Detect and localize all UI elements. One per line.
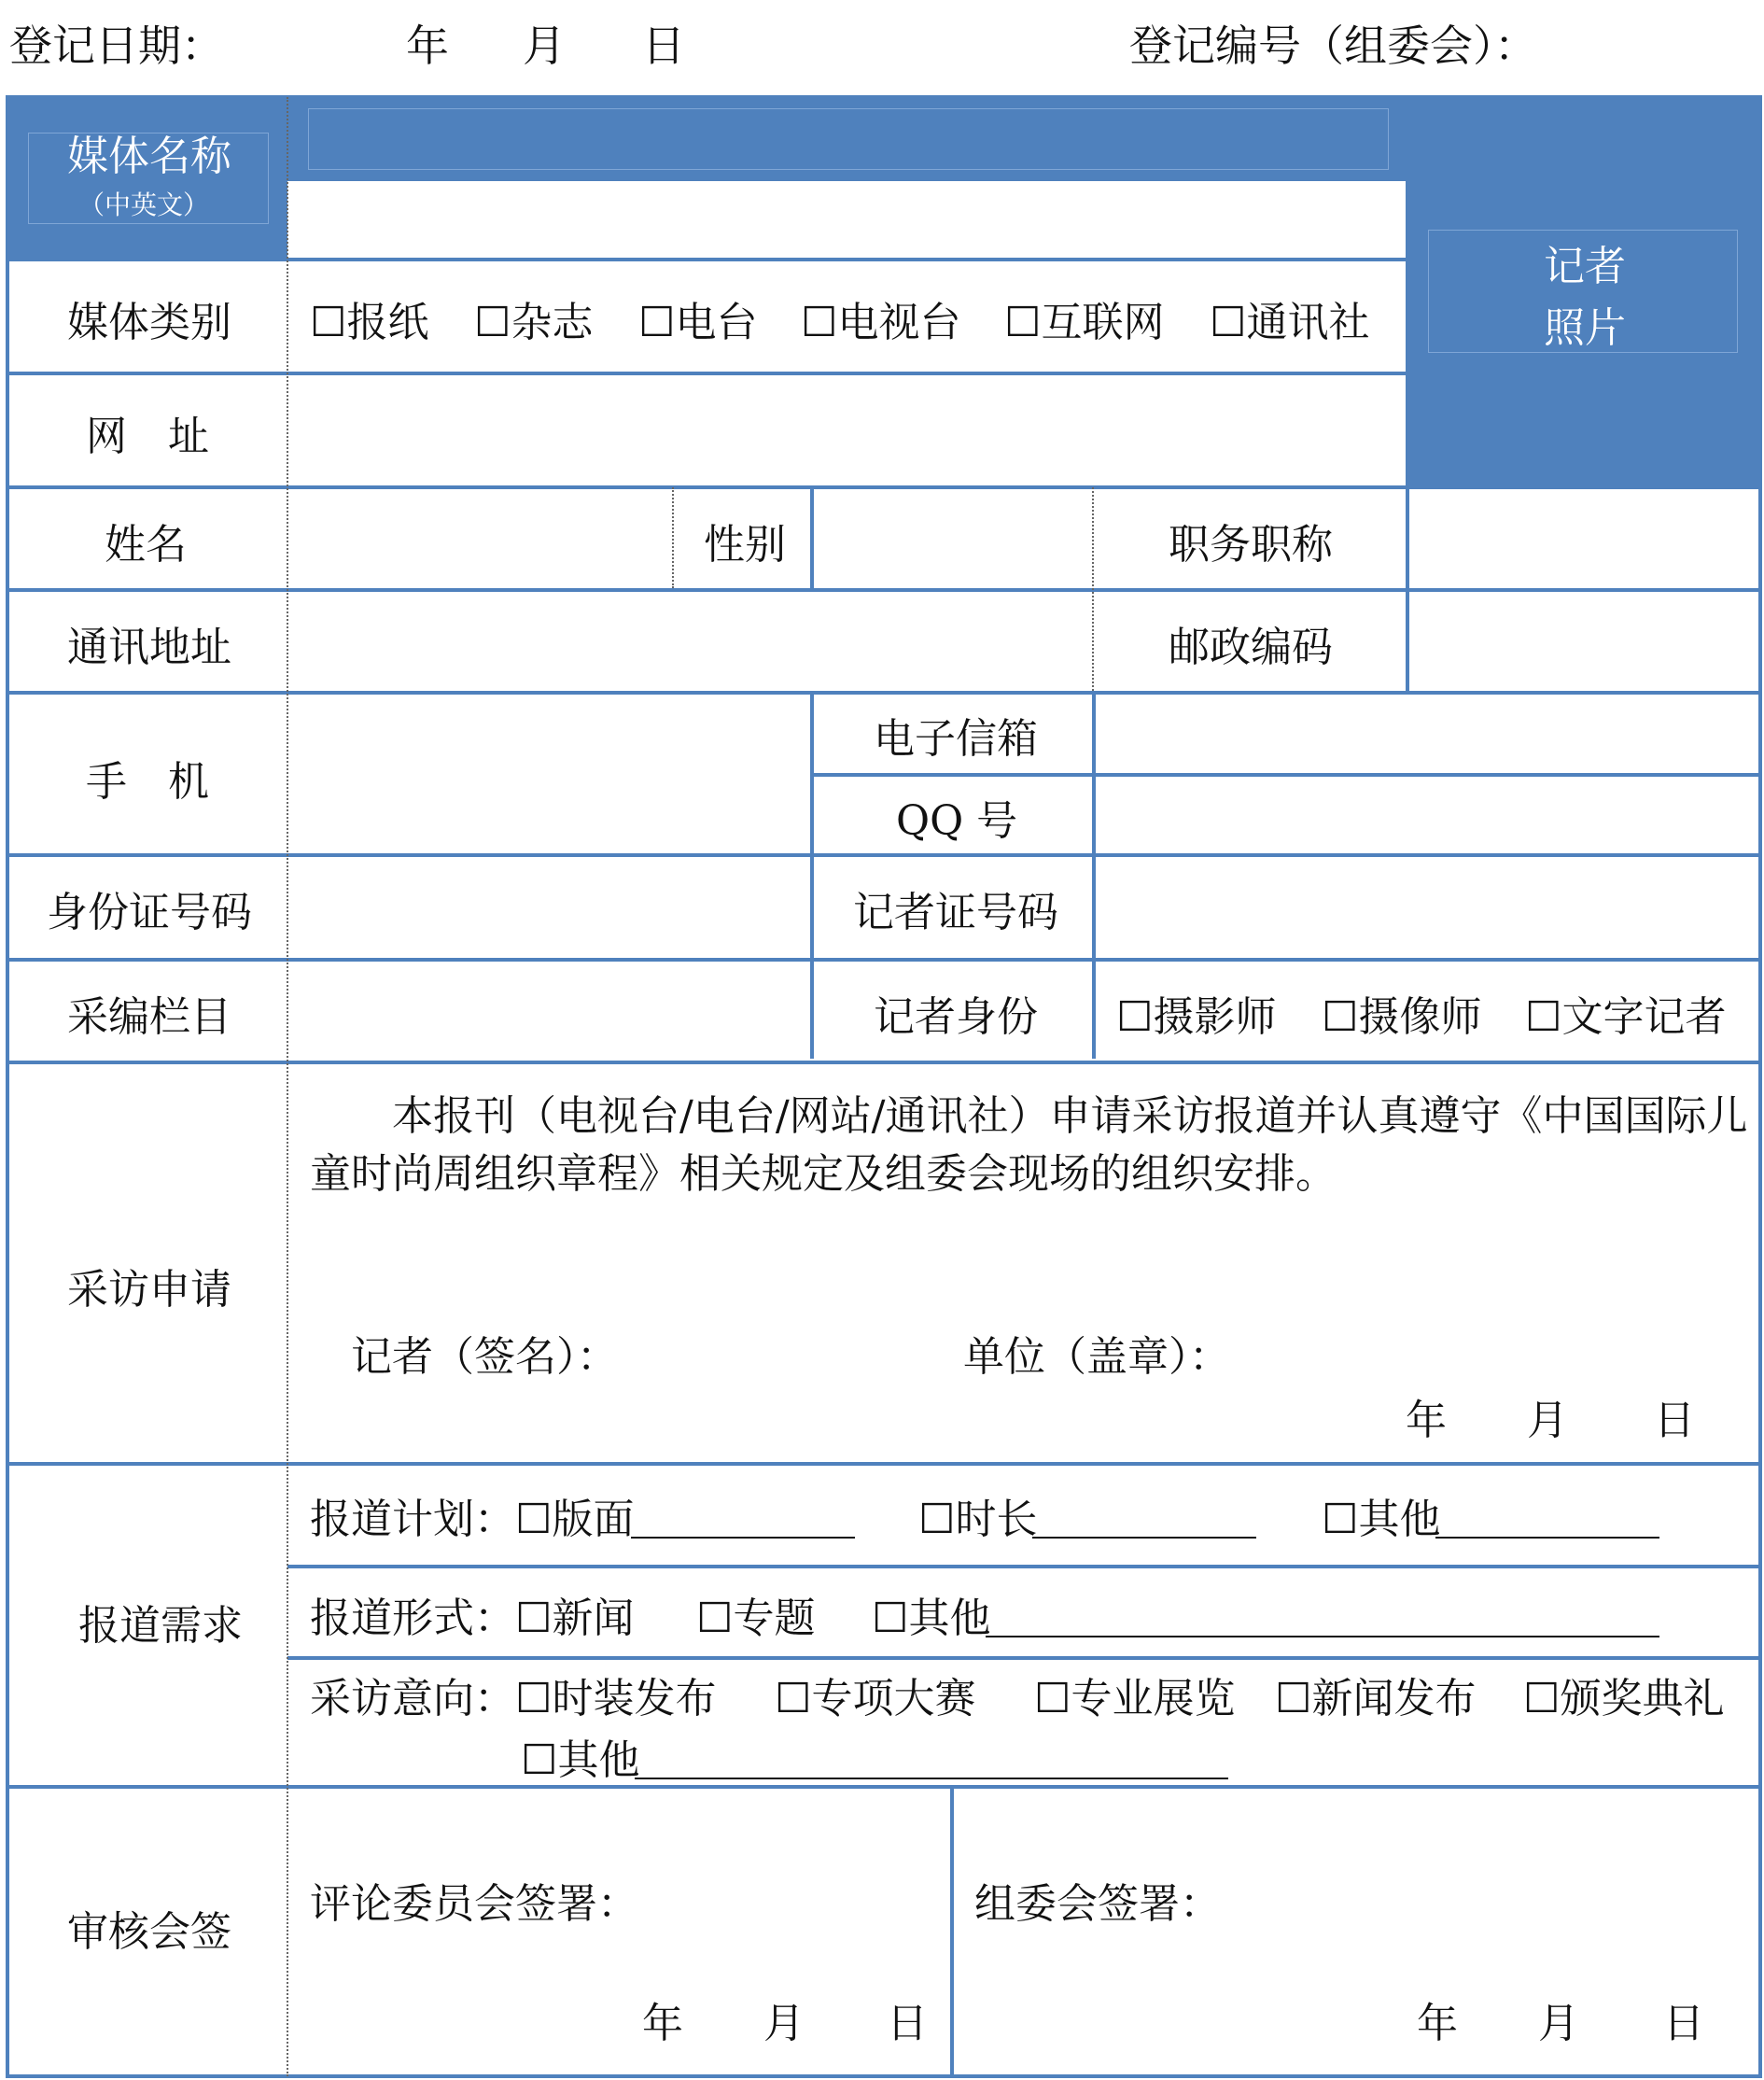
application-label: 采访申请 xyxy=(67,1266,231,1314)
review-label: 审核会签 xyxy=(67,1908,231,1956)
gender-label: 性别 xyxy=(704,521,786,569)
review-year-2: 年 xyxy=(1417,2000,1458,2047)
plan-other[interactable]: ☐其他 xyxy=(1322,1496,1441,1543)
sign-unit: 单位（盖章）： xyxy=(963,1333,1230,1381)
form-label: 报道形式： xyxy=(310,1595,515,1642)
review-year-1: 年 xyxy=(642,2000,683,2047)
intent-award[interactable]: ☐颁奖典礼 xyxy=(1523,1675,1725,1722)
photo-label-1: 记者 xyxy=(1544,243,1626,290)
form-news[interactable]: ☐新闻 xyxy=(515,1595,635,1642)
intent-other-blank[interactable] xyxy=(635,1750,1228,1779)
plan-layout-blank[interactable] xyxy=(631,1509,855,1539)
header-month: 月 xyxy=(523,21,566,71)
form-feature[interactable]: ☐专题 xyxy=(696,1595,816,1642)
media-name-label: 媒体名称 xyxy=(67,133,231,180)
press-card-label: 记者证号码 xyxy=(853,889,1058,936)
website-label: 网 址 xyxy=(86,413,209,460)
role-photographer[interactable]: ☐摄影师 xyxy=(1116,993,1277,1041)
application-text-2: 童时尚周组织章程》相关规定及组委会现场的组织安排。 xyxy=(310,1150,1337,1198)
application-month: 月 xyxy=(1527,1397,1568,1444)
review-org: 组委会签署： xyxy=(974,1880,1221,1928)
intent-exhibition[interactable]: ☐专业展览 xyxy=(1034,1675,1236,1722)
header-year: 年 xyxy=(406,21,449,71)
media-name-inner-top xyxy=(308,108,1389,170)
column-label: 采编栏目 xyxy=(67,993,231,1041)
plan-layout[interactable]: ☐版面 xyxy=(515,1496,635,1543)
id-no-label: 身份证号码 xyxy=(47,889,252,936)
name-label: 姓名 xyxy=(105,521,187,569)
media-type-tv[interactable]: ☐电视台 xyxy=(801,299,961,346)
review-day-2: 日 xyxy=(1663,2000,1704,2047)
intent-contest[interactable]: ☐专项大赛 xyxy=(775,1675,976,1722)
review-month-2: 月 xyxy=(1538,2000,1579,2047)
media-type-radio[interactable]: ☐电台 xyxy=(638,299,758,346)
media-type-label: 媒体类别 xyxy=(67,299,231,346)
photo-label-2: 照片 xyxy=(1544,304,1626,352)
mobile-label: 手 机 xyxy=(86,758,209,806)
title-label: 职务职称 xyxy=(1169,521,1333,569)
intent-fashion-show[interactable]: ☐时装发布 xyxy=(515,1675,717,1722)
application-year: 年 xyxy=(1406,1397,1447,1444)
media-name-sub: （中英文） xyxy=(78,190,210,220)
plan-other-blank[interactable] xyxy=(1435,1509,1659,1539)
address-label: 通讯地址 xyxy=(67,624,231,671)
email-label: 电子信箱 xyxy=(874,715,1038,763)
intent-label: 采访意向： xyxy=(310,1675,515,1722)
postcode-label: 邮政编码 xyxy=(1169,624,1333,671)
role-writer[interactable]: ☐文字记者 xyxy=(1525,993,1727,1041)
role-videographer[interactable]: ☐摄像师 xyxy=(1322,993,1482,1041)
review-day-1: 日 xyxy=(887,2000,928,2047)
application-text-1: 本报刊（电视台/电台/网站/通讯社）申请采访报道并认真遵守《中国国际儿 xyxy=(392,1092,1748,1140)
media-type-newspaper[interactable]: ☐报纸 xyxy=(310,299,429,346)
date-label: 登记日期： xyxy=(9,21,224,71)
sign-reporter: 记者（签名）： xyxy=(351,1333,618,1381)
review-month-1: 月 xyxy=(763,2000,805,2047)
media-type-magazine[interactable]: ☐杂志 xyxy=(474,299,594,346)
reporter-role-label: 记者身份 xyxy=(874,993,1038,1041)
intent-other[interactable]: ☐其他 xyxy=(521,1736,640,1784)
media-type-news-agency[interactable]: ☐通讯社 xyxy=(1210,299,1370,346)
review-committee: 评论委员会签署： xyxy=(310,1880,638,1928)
form-other-blank[interactable] xyxy=(986,1608,1659,1637)
plan-duration[interactable]: ☐时长 xyxy=(918,1496,1038,1543)
media-type-internet[interactable]: ☐互联网 xyxy=(1004,299,1165,346)
application-day: 日 xyxy=(1654,1397,1695,1444)
plan-duration-blank[interactable] xyxy=(1032,1509,1256,1539)
report-label: 报道需求 xyxy=(78,1602,243,1650)
intent-press-conference[interactable]: ☐新闻发布 xyxy=(1275,1675,1477,1722)
header-day: 日 xyxy=(642,21,685,71)
qq-label: QQ 号 xyxy=(896,797,1018,845)
form-other[interactable]: ☐其他 xyxy=(872,1595,991,1642)
plan-label: 报道计划： xyxy=(310,1496,515,1543)
reg-no-label: 登记编号（组委会）： xyxy=(1129,21,1537,71)
